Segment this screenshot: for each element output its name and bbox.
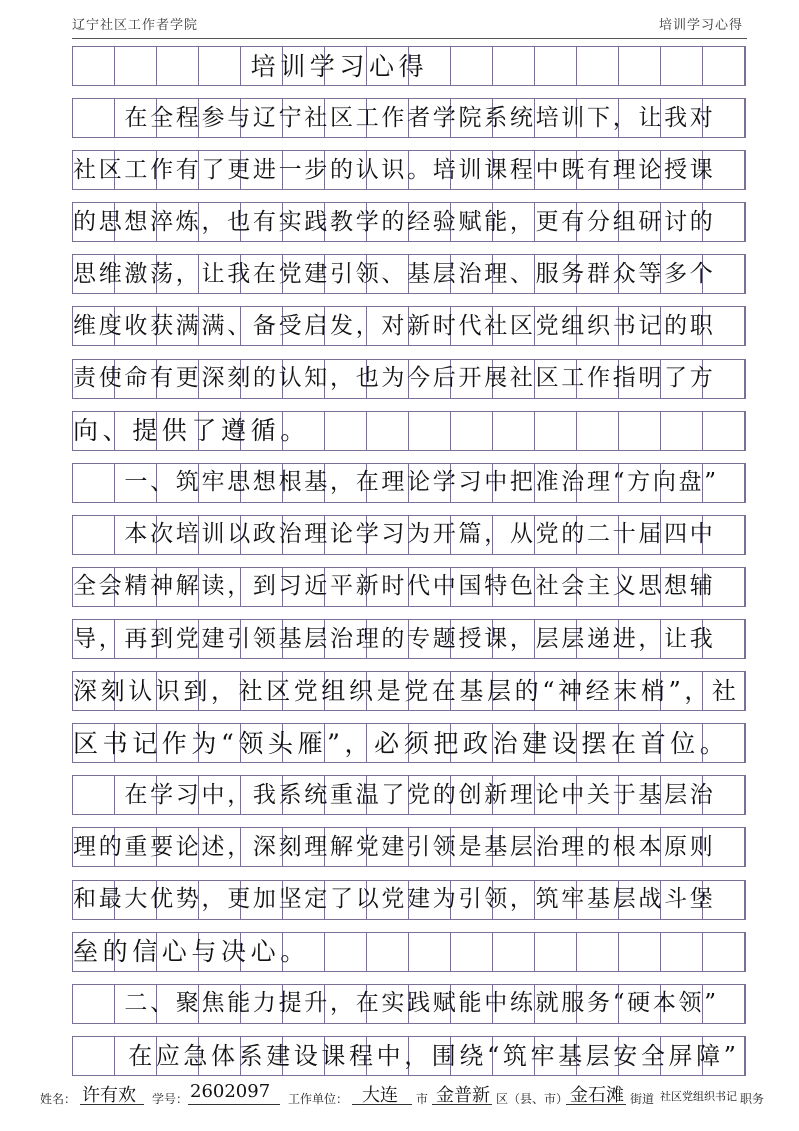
manuscript-line: 区书记作为“领头雁”，必须把政治建设摆在首位。 xyxy=(73,728,730,758)
document-type: 培训学习心得 xyxy=(658,18,743,33)
grid-row xyxy=(72,567,746,607)
grid-row xyxy=(72,98,746,138)
grid-row xyxy=(72,671,746,711)
grid-row xyxy=(72,880,746,920)
manuscript-line: 一、筑牢思想根基，在理论学习中把准治理“方向盘” xyxy=(73,469,719,496)
street-suffix: 街道 xyxy=(630,1092,655,1106)
grid-row xyxy=(72,775,746,815)
manuscript-line: 本次培训以政治理论学习为开篇，从党的二十届四中 xyxy=(73,521,716,548)
grid-row xyxy=(72,411,746,451)
id-value: 2602097 xyxy=(190,1081,271,1102)
footer-info xyxy=(40,1080,765,1110)
manuscript-line: 理的重要论述，深刻理解党建引领是基层治理的根本原则 xyxy=(73,833,716,860)
manuscript-line: 导，再到党建引领基层治理的专题授课，层层递进，让我 xyxy=(73,625,716,652)
manuscript-line: 二、聚焦能力提升，在实践赋能中练就服务“硬本领” xyxy=(73,990,719,1017)
grid-row xyxy=(72,46,746,86)
district-value: 金普新 xyxy=(436,1085,490,1106)
grid-row xyxy=(72,254,746,294)
manuscript-line: 的思想淬炼，也有实践教学的经验赋能，更有分组研讨的 xyxy=(73,208,716,235)
street-underline xyxy=(566,1104,626,1105)
grid-row xyxy=(72,932,746,972)
manuscript-line: 责使命有更深刻的认知，也为今后开展社区工作指明了方 xyxy=(73,365,716,392)
district-underline xyxy=(432,1104,492,1105)
grid-row xyxy=(72,723,746,763)
name-value: 许有欢 xyxy=(82,1085,136,1106)
manuscript-line: 向、提供了遵循。 xyxy=(73,416,310,446)
manuscript-line: 在应急体系建设课程中，围绕“筑牢基层安全屏障” xyxy=(73,1041,740,1070)
institution-name: 辽宁社区工作者学院 xyxy=(72,18,199,33)
grid-row xyxy=(72,619,746,659)
city-value: 大连 xyxy=(362,1085,398,1106)
manuscript-line: 和最大优势，更加坚定了以党建为引领，筑牢基层战斗堡 xyxy=(73,886,716,912)
grid-row xyxy=(72,515,746,555)
role-suffix: 职务 xyxy=(740,1092,765,1106)
grid-row xyxy=(72,202,746,242)
name-label: 姓名： xyxy=(40,1092,77,1106)
header-rule xyxy=(72,38,747,39)
id-underline xyxy=(188,1104,280,1105)
grid-row xyxy=(72,1036,746,1076)
manuscript-line: 在学习中，我系统重温了党的创新理论中关于基层治 xyxy=(73,781,716,808)
grid-row xyxy=(72,306,746,346)
grid-row xyxy=(72,827,746,867)
manuscript-line: 维度收获满满、备受启发，对新时代社区党组织书记的职 xyxy=(73,312,716,339)
role-value: 社区党组织书记 xyxy=(660,1090,737,1103)
manuscript-line: 思维激荡，让我在党建引领、基层治理、服务群众等多个 xyxy=(73,260,716,287)
city-suffix: 市 xyxy=(416,1092,429,1106)
manuscript-line: 社区工作有了更进一步的认识。培训课程中既有理论授课 xyxy=(73,156,716,183)
grid-row xyxy=(72,359,746,399)
name-underline xyxy=(80,1104,144,1105)
city-underline xyxy=(352,1104,412,1105)
grid-row xyxy=(72,150,746,190)
manuscript-line: 全会精神解读，到习近平新时代中国特色社会主义思想辅 xyxy=(73,573,716,600)
manuscript-line: 在全程参与辽宁社区工作者学院系统培训下，让我对 xyxy=(73,104,716,131)
manuscript-line: 垒的信心与决心。 xyxy=(73,937,310,967)
manuscript-grid xyxy=(72,46,746,1076)
district-suffix: 区（县、市） xyxy=(496,1092,569,1106)
manuscript-line: 深刻认识到，社区党组织是党在基层的“神经末梢”，社 xyxy=(73,677,740,706)
street-value: 金石滩 xyxy=(570,1085,624,1106)
grid-row xyxy=(72,463,746,503)
grid-row xyxy=(72,984,746,1024)
id-label: 学号： xyxy=(152,1092,189,1106)
manuscript-line: 培训学习心得 xyxy=(73,51,429,81)
unit-label: 工作单位： xyxy=(288,1092,349,1106)
